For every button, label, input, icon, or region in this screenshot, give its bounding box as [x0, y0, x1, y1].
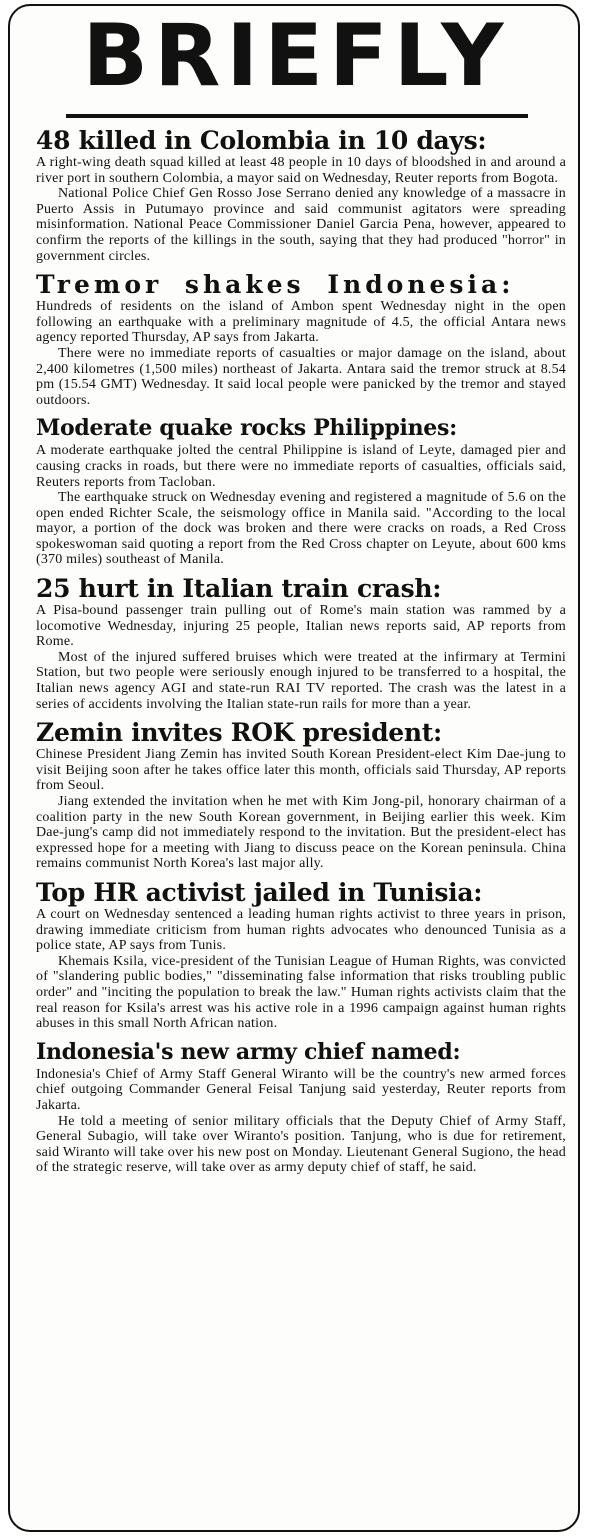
- masthead-title: BRIEFLY: [82, 6, 510, 106]
- story-headline: Top HR activist jailed in Tunisia:: [36, 877, 483, 907]
- story-paragraph: A moderate earthquake jolted the central Philippine is island of Leyte, damaged pier and causing cracks in roads, but there were no immediate reports of casualties, officials said, Reuters reports from Tacloban.: [36, 443, 566, 490]
- story-headline: Zemin invites ROK president:: [36, 718, 442, 748]
- story-paragraph: The earthquake struck on Wednesday evening and registered a magnitude of 5.6 on the open ended Richter Scale, the seismology office in Manila said. "According to the local mayor, a portion of the dock was broken and there were cracks on roads, a Red Cross spokeswoman said quoting a report from the Red Cross chapter on Leyute, about 600 kms (370 miles) southeast of Manila.: [36, 490, 566, 568]
- story-colombia: [36, 126, 566, 264]
- masthead: [40, 6, 552, 106]
- story-paragraph: National Police Chief Gen Rosso Jose Serrano denied any knowledge of a massacre in Puerto Assis in Putumayo province and said communist agitators were spreading misinformation. National Peace Commissioner Daniel Garcia Pena, however, appeared to confirm the reports of the killings in the south, saying that they had produced "horror" in government circles.: [36, 186, 566, 264]
- story-indonesia-army-chief: [36, 1038, 566, 1176]
- story-zemin-rok: [36, 718, 566, 872]
- masthead-rule: [66, 114, 528, 118]
- story-paragraph: Chinese President Jiang Zemin has invited South Korean President-elect Kim Dae-jung to visit Beijing soon after he takes office later this month, officials said Thursday, AP reports from Seoul.: [36, 747, 566, 794]
- story-paragraph: Khemais Ksila, vice-president of the Tunisian League of Human Rights, was convicted of "slandering public bodies," "disseminating false information that risks troubling public order" and "inciting the population to break the law." Human rights activists claim that the real reason for Ksila's arrest was his active role in a 1996 campaign against human rights abuses in this small North African nation.: [36, 953, 566, 1032]
- story-paragraph: A court on Wednesday sentenced a leading human rights activist to three years in prison, drawing immediate criticism from human rights advocates who denounced Tunisia as a police state, AP says from Tunis.: [36, 906, 566, 954]
- story-paragraph: Indonesia's Chief of Army Staff General Wiranto will be the country's new armed forces chief outgoing Commander General Feisal Tanjung said yesterday, Reuter reports from Jakarta.: [36, 1066, 566, 1113]
- story-headline: Moderate quake rocks Philippines:: [36, 415, 457, 442]
- story-paragraph: Most of the injured suffered bruises which were treated at the infirmary at Termini Station, but two people were seriously enough injured to be transferred to a hospital, the Italian news agency AGI and state-run RAI TV reported. The crash was the latest in a series of accidents involving the Italian state-run rails for more than a year.: [36, 649, 566, 712]
- briefs-column: [36, 126, 566, 1182]
- story-headline: 25 hurt in Italian train crash:: [36, 574, 442, 604]
- story-headline: 48 killed in Colombia in 10 days:: [36, 126, 487, 155]
- story-paragraph: He told a meeting of senior military officials that the Deputy Chief of Army Staff, General Subagio, will take over Wiranto's position. Tanjung, who is due for retirement, said Wiranto will take over his new post on Monday. Lieutenant General Sugiono, the head of the strategic reserve, will take over as army deputy chief of staff, he said.: [36, 1113, 566, 1176]
- story-headline: Tremor shakes Indonesia:: [36, 270, 515, 300]
- story-paragraph: Hundreds of residents on the island of Ambon spent Wednesday night in the open following an earthquake with a preliminary magnitude of 4.5, the official Antara news agency reported Thursday, AP says from Jakarta.: [36, 299, 566, 346]
- story-indonesia-tremor: [36, 270, 566, 408]
- story-philippines-quake: [36, 414, 566, 568]
- story-headline: Indonesia's new army chief named:: [36, 1038, 461, 1065]
- story-tunisia-activist: [36, 878, 566, 1032]
- story-paragraph: Jiang extended the invitation when he met with Kim Jong-pil, honorary chairman of a coalition party in the new South Korean government, in Beijing earlier this week. Kim Dae-jung's camp did not immediately respond to the invitation. But the president-elect has expressed hope for a meeting with Jiang to discuss peace on the Korean peninsula. China remains communist North Korea's last major ally.: [36, 794, 566, 872]
- story-paragraph: There were no immediate reports of casualties or major damage on the island, about 2,400 kilometres (1,500 miles) northeast of Jakarta. Antara said the tremor struck at 8.54 pm (15.54 GMT) Wednesday. It said local people were panicked by the tremor and stayed outdoors.: [36, 345, 566, 408]
- story-italian-train: [36, 574, 566, 712]
- story-paragraph: A right-wing death squad killed at least 48 people in 10 days of bloodshed in and around a river port in southern Colombia, a mayor said on Wednesday, Reuter reports from Bogota.: [36, 155, 566, 186]
- story-paragraph: A Pisa-bound passenger train pulling out of Rome's main station was rammed by a locomotive Wednesday, injuring 25 people, Italian news reports said, AP reports from Rome.: [36, 603, 566, 650]
